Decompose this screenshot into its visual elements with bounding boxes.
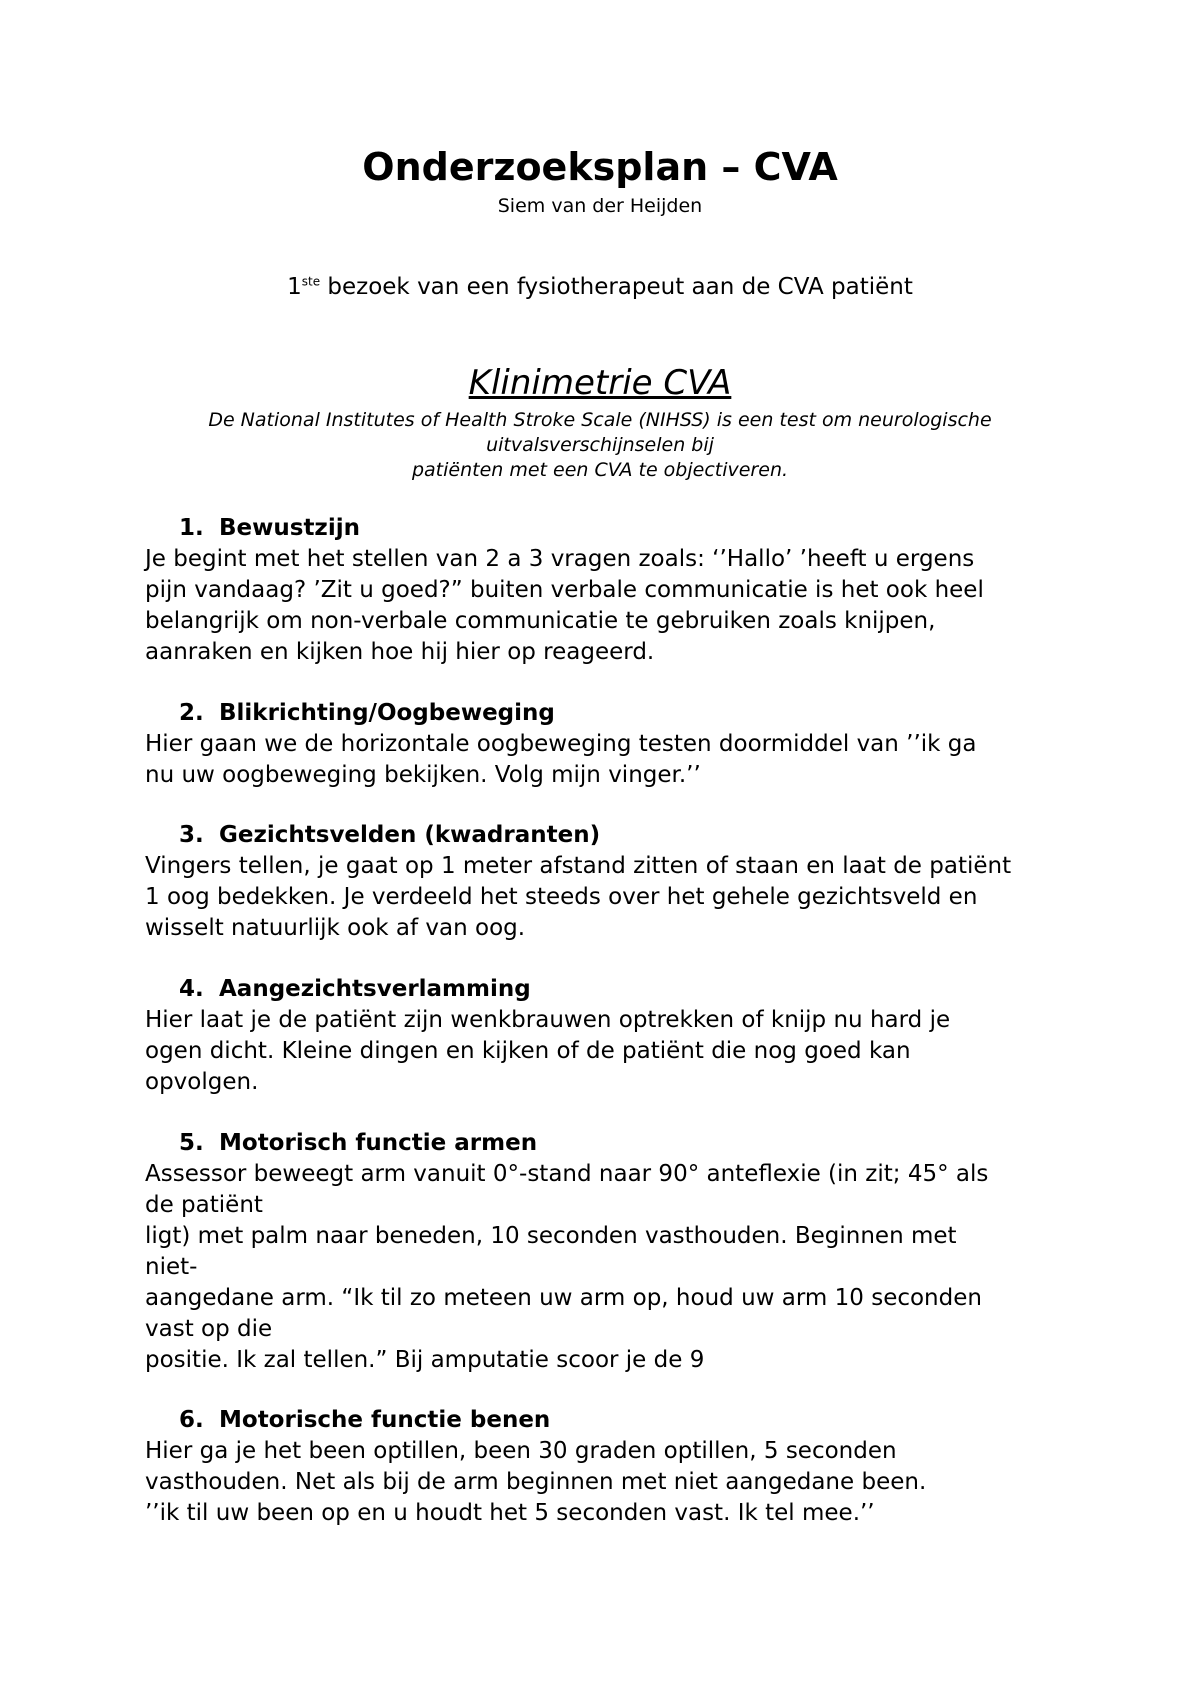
visit-ordinal-suffix: ste	[301, 274, 321, 289]
item-body: Assessor beweegt arm vanuit 0°-stand naar 90° anteflexie (in zit; 45° als de patiënt ligt) met palm naar beneden, 10 seconden vasthouden. Beginnen met niet- aangedane arm. “Ik til zo meteen uw arm op, houd uw arm 10 seconden vast op die positie. Ik zal tellen.” Bij amputatie scoor je de 9	[145, 1161, 989, 1373]
list-item	[145, 1405, 1065, 1529]
item-body: Hier gaan we de horizontale oogbeweging testen doormiddel van ’’ik ga nu uw oogbeweging bekijken. Volg mijn vinger.’’	[145, 731, 977, 788]
item-body: Hier laat je de patiënt zijn wenkbrauwen optrekken of knijp nu hard je ogen dicht. Kleine dingen en kijken of de patiënt die nog goed kan opvolgen.	[145, 1007, 951, 1095]
item-heading-text: Blikrichting/Oogbeweging	[219, 700, 555, 726]
item-body: Je begint met het stellen van 2 a 3 vragen zoals: ‘’Hallo’ ’heeft u ergens pijn vandaag? ’Zit u goed?” buiten verbale communicatie is het ook heel belangrijk om non-verbale communicatie te gebruiken zoals knijpen, aanraken en kijken hoe hij hier op reageerd.	[145, 546, 984, 665]
item-body: Vingers tellen, je gaat op 1 meter afstand zitten of staan en laat de patiënt 1 oog bedekken. Je verdeeld het steeds over het gehele gezichtsveld en wisselt natuurlijk ook af van oog.	[145, 853, 1012, 941]
list-item	[145, 1128, 1065, 1376]
item-heading	[179, 1128, 1065, 1159]
item-heading-text: Gezichtsvelden (kwadranten)	[219, 822, 601, 848]
visit-text: bezoek van een fysiotherapeut aan de CVA patiënt	[320, 274, 913, 300]
item-number: 1.	[179, 515, 204, 541]
item-heading-text: Bewustzijn	[219, 515, 360, 541]
item-number: 3.	[179, 822, 204, 848]
list-item	[145, 698, 1065, 791]
visit-ordinal: 1	[287, 274, 302, 300]
item-number: 2.	[179, 700, 204, 726]
item-heading	[179, 1405, 1065, 1436]
list-item	[145, 513, 1065, 668]
item-number: 4.	[179, 976, 204, 1002]
item-number: 6.	[179, 1407, 204, 1433]
list-item	[145, 974, 1065, 1098]
item-number: 5.	[179, 1130, 204, 1156]
intro-paragraph: De National Institutes of Health Stroke Scale (NIHSS) is een test om neurologische uitvalsverschijnselen bij patiënten met een CVA te objectiveren.	[208, 409, 992, 481]
item-heading	[179, 974, 1065, 1005]
author-name: Siem van der Heijden	[497, 195, 703, 217]
item-heading	[179, 513, 1065, 544]
item-heading-text: Aangezichtsverlamming	[219, 976, 531, 1002]
visit-subtitle	[0, 272, 1200, 302]
item-heading	[179, 698, 1065, 729]
section-heading: Klinimetrie CVA	[468, 363, 732, 403]
document-title: Onderzoeksplan – CVA	[362, 145, 838, 189]
item-body: Hier ga je het been optillen, been 30 graden optillen, 5 seconden vasthouden. Net als bij de arm beginnen met niet aangedane been. ’’ik til uw been op en u houdt het 5 seconden vast. Ik tel mee.’’	[145, 1438, 927, 1526]
list-item	[145, 820, 1065, 944]
item-heading-text: Motorisch functie armen	[219, 1130, 538, 1156]
item-heading-text: Motorische functie benen	[219, 1407, 551, 1433]
item-heading	[179, 820, 1065, 851]
